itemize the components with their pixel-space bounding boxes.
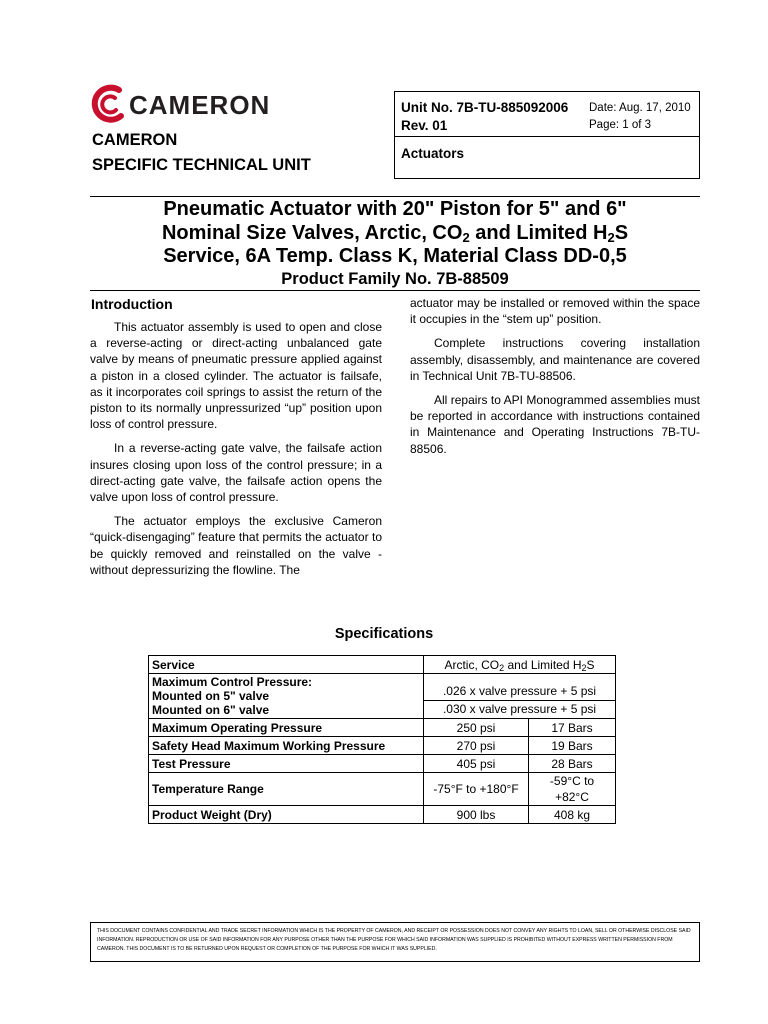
mcp-6in-label: Mounted on 6" valve xyxy=(152,703,270,717)
mcp-label: Maximum Control Pressure: xyxy=(152,675,313,689)
title-line-3: Service, 6A Temp. Class K, Material Class DD-0,5 xyxy=(163,245,627,267)
table-row xyxy=(149,674,616,683)
specifications-heading: Specifications xyxy=(334,626,434,642)
table-row xyxy=(149,806,616,824)
service-value: Arctic, $CO_2$ and Limited $H_2S$ xyxy=(424,656,616,674)
table-row xyxy=(149,755,616,773)
control-pressure-label xyxy=(149,674,424,719)
intro-paragraph: Complete instructions covering installation assembly, disassembly, and maintenance are covered in Technical Unit 7B-TU-88506. xyxy=(410,336,700,383)
introduction-heading: Introduction xyxy=(91,296,173,312)
table-row xyxy=(149,656,616,674)
title-rule xyxy=(90,290,700,291)
spec-label: Maximum Operating Pressure xyxy=(149,719,424,737)
mcp-6in-value: .030 x valve pressure + 5 psi xyxy=(424,700,616,718)
document-type: SPECIFIC TECHNICAL UNIT xyxy=(92,156,311,174)
intro-paragraph: In a reverse-acting gate valve, the failsafe action insures closing upon loss of the control pressure; in a direct-acting gate valve, the failsafe action opens the valve upon loss of control pressure. xyxy=(90,441,382,505)
table-row xyxy=(149,773,616,806)
document-category: Actuators xyxy=(401,146,465,161)
intro-paragraph: The actuator employs the exclusive Cameron “quick-disengaging” feature that permits the actuator to be quickly removed and reinstalled on the valve - without depressurizing the flowline. The xyxy=(90,514,382,577)
spec-label: Test Pressure xyxy=(149,755,424,773)
spec-value-metric: 17 Bars xyxy=(529,719,616,737)
document-info-box xyxy=(394,91,700,179)
specifications-table xyxy=(148,655,616,824)
intro-column-right xyxy=(410,295,700,465)
unit-number: Unit No. 7B-TU-885092006 xyxy=(401,100,569,115)
title-line-2: Nominal Size Valves, Arctic, $CO_2$ and Limited $H_2S$ xyxy=(161,221,629,245)
box-divider xyxy=(395,136,699,137)
page-number: Page: 1 of 3 xyxy=(589,119,652,131)
mcp-5in-value: .026 x valve pressure + 5 psi xyxy=(424,682,616,700)
intro-paragraph: actuator may be installed or removed within the space it occupies in the “stem up” position. xyxy=(410,296,700,327)
spec-value-imperial: 270 psi xyxy=(424,737,529,755)
mcp-blank-cell xyxy=(424,674,616,683)
document-date: Date: Aug. 17, 2010 xyxy=(589,102,691,114)
spec-value-metric: 19 Bars xyxy=(529,737,616,755)
table-row xyxy=(149,719,616,737)
intro-paragraph: All repairs to API Monogrammed assemblies must be reported in accordance with instructions contained in Maintenance and Operating Instructions 7B-TU-88506. xyxy=(410,393,700,456)
spec-label: Safety Head Maximum Working Pressure xyxy=(149,737,424,755)
spec-label: Temperature Range xyxy=(149,773,424,806)
spec-value-imperial: 900 lbs xyxy=(424,806,529,824)
intro-paragraph: This actuator assembly is used to open and close a reverse-acting or direct-acting unbalanced gate valve by means of pneumatic pressure applied against a piston in a closed cylinder. The actuator is failsafe, as it incorporates coil springs to assist the return of the piston to its normally unpressurized “up” position upon loss of control pressure. xyxy=(90,320,382,432)
spec-value-metric: 28 Bars xyxy=(529,755,616,773)
mcp-5in-label: Mounted on 5" valve xyxy=(152,689,270,703)
title-line-1: Pneumatic Actuator with 20" Piston for 5" and 6" xyxy=(163,198,627,220)
confidentiality-notice: THIS DOCUMENT CONTAINS CONFIDENTIAL AND TRADE SECRET INFORMATION WHICH IS THE PROPERTY OF CAMERON, AND RECEIPT OR POSSESSION DOES NOT CONVEY ANY RIGHTS TO LOAN, SELL OR OTHERWISE DISCLOSE SAID INFORMATION. REPRODUCTION OR USE OF SAID INFORMATION FOR ANY PURPOSE OTHER THAN THE PURPOSE FOR WHICH SAID INFORMATION WAS SUPPLIED IS PROHIBITED WITHOUT EXPRESS WRITTEN PERMISSION FROM CAMERON. THIS DOCUMENT IS TO BE RETURNED UPON REQUEST OR COMPLETION OF THE PURPOSE FOR WHICH IT WAS SUPPLIED. xyxy=(90,922,700,962)
cameron-c-mark-icon xyxy=(91,84,127,124)
spec-value-imperial: -75°F to +180°F xyxy=(424,773,529,806)
table-row xyxy=(149,737,616,755)
spec-value-imperial: 250 psi xyxy=(424,719,529,737)
company-name: CAMERON xyxy=(92,131,178,149)
revision: Rev. 01 xyxy=(401,118,448,133)
cameron-logo xyxy=(91,84,291,128)
product-family: Product Family No. 7B-88509 xyxy=(281,269,509,288)
service-label: Service xyxy=(149,656,424,674)
spec-value-metric: 408 kg xyxy=(529,806,616,824)
intro-column-left xyxy=(90,319,382,586)
top-rule xyxy=(90,196,700,197)
spec-value-imperial: 405 psi xyxy=(424,755,529,773)
logo-wordmark: CAMERON xyxy=(129,90,271,120)
document-title xyxy=(90,198,700,289)
spec-value-metric: -59°C to +82°C xyxy=(529,773,616,806)
spec-label: Product Weight (Dry) xyxy=(149,806,424,824)
